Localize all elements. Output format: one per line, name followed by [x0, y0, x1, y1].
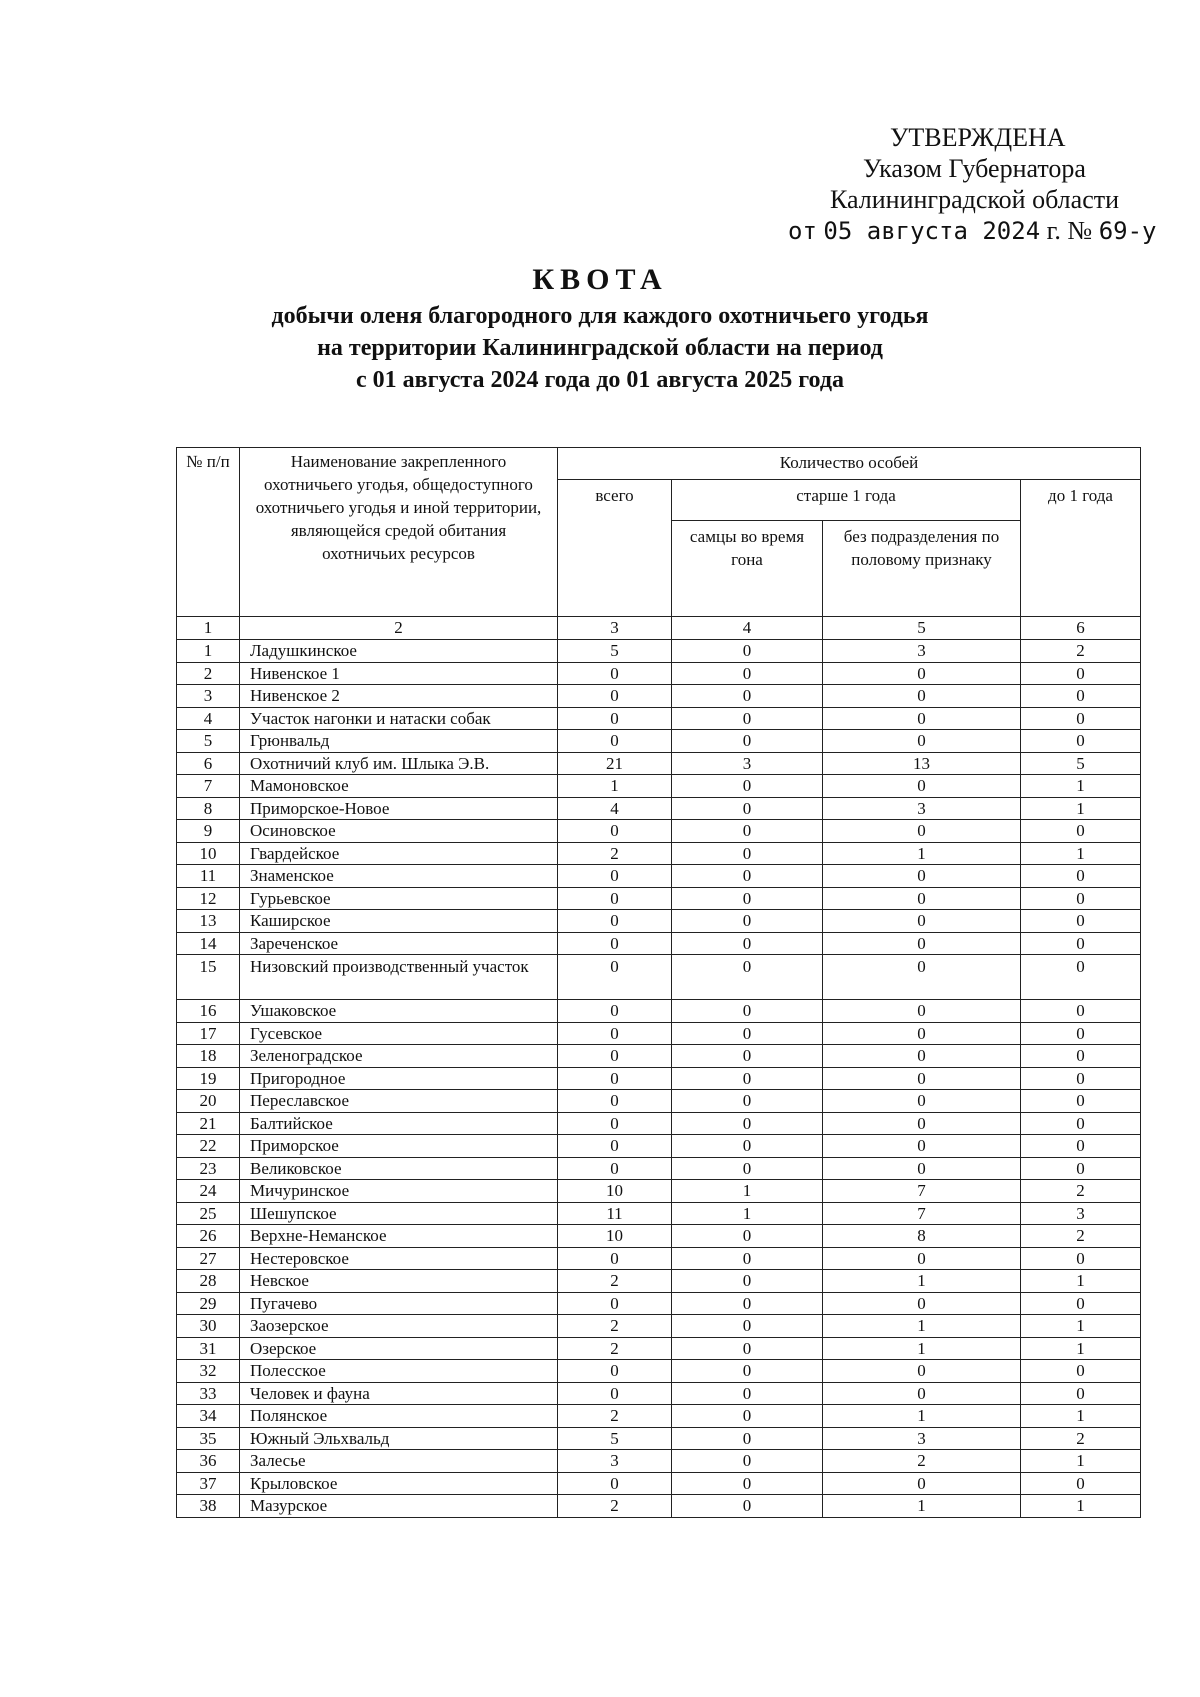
under-1-year-count: 0	[1021, 1067, 1141, 1090]
table-row	[177, 820, 1141, 843]
total-count: 2	[558, 1337, 672, 1360]
under-1-year-count: 0	[1021, 1472, 1141, 1495]
total-count: 2	[558, 842, 672, 865]
hunting-ground-name: Мамоновское	[240, 775, 558, 798]
no-sex-division-count: 0	[823, 707, 1021, 730]
title-line-1: добычи оленя благородного для каждого охотничьего угодья	[271, 303, 929, 329]
total-count: 0	[558, 820, 672, 843]
row-number: 12	[177, 887, 240, 910]
males-rut-count: 0	[672, 1045, 823, 1068]
under-1-year-count: 2	[1021, 1225, 1141, 1248]
row-number: 8	[177, 797, 240, 820]
row-number: 34	[177, 1405, 240, 1428]
under-1-year-count: 2	[1021, 640, 1141, 663]
males-rut-count: 0	[672, 865, 823, 888]
table-row	[177, 662, 1141, 685]
under-1-year-count: 0	[1021, 1022, 1141, 1045]
title-line-3: с 01 августа 2024 года до 01 августа 2025 года	[355, 367, 844, 393]
no-sex-division-count: 0	[823, 932, 1021, 955]
total-count: 10	[558, 1225, 672, 1248]
hunting-ground-name: Низовский производственный участок	[240, 955, 558, 1000]
title-line-2: на территории Калининградской области на период	[317, 335, 883, 361]
hunting-ground-name: Полесское	[240, 1360, 558, 1383]
header-name: Наименование закрепленного охотничьего угодья, общедоступного охотничьего угодья и иной территории, являющейся средой обитания охотничьих ресурсов	[240, 448, 558, 617]
under-1-year-count: 0	[1021, 820, 1141, 843]
table-row	[177, 1495, 1141, 1518]
row-number: 7	[177, 775, 240, 798]
males-rut-count: 0	[672, 707, 823, 730]
no-sex-division-count: 0	[823, 685, 1021, 708]
document-title	[170, 260, 1030, 396]
row-number: 16	[177, 1000, 240, 1023]
no-sex-division-count: 1	[823, 1405, 1021, 1428]
males-rut-count: 0	[672, 955, 823, 1000]
total-count: 0	[558, 1292, 672, 1315]
males-rut-count: 0	[672, 1495, 823, 1518]
row-number: 22	[177, 1135, 240, 1158]
males-rut-count: 0	[672, 1405, 823, 1428]
no-sex-division-count: 3	[823, 797, 1021, 820]
hunting-ground-name: Грюнвальд	[240, 730, 558, 753]
hunting-ground-name: Великовское	[240, 1157, 558, 1180]
no-sex-division-count: 0	[823, 1360, 1021, 1383]
males-rut-count: 0	[672, 1135, 823, 1158]
under-1-year-count: 1	[1021, 1495, 1141, 1518]
row-number: 18	[177, 1045, 240, 1068]
hunting-ground-name: Шешупское	[240, 1202, 558, 1225]
table-row	[177, 1427, 1141, 1450]
total-count: 0	[558, 1382, 672, 1405]
row-number: 14	[177, 932, 240, 955]
approval-decree: Указом Губернатора	[863, 154, 1086, 183]
approval-number: 69-у	[1098, 217, 1157, 245]
males-rut-count: 0	[672, 932, 823, 955]
no-sex-division-count: 0	[823, 730, 1021, 753]
no-sex-division-count: 1	[823, 1337, 1021, 1360]
row-number: 1	[177, 640, 240, 663]
total-count: 0	[558, 910, 672, 933]
table-row	[177, 1405, 1141, 1428]
total-count: 3	[558, 1450, 672, 1473]
header-count: Количество особей	[558, 448, 1141, 480]
males-rut-count: 0	[672, 1157, 823, 1180]
no-sex-division-count: 0	[823, 662, 1021, 685]
table-row	[177, 640, 1141, 663]
total-count: 0	[558, 707, 672, 730]
under-1-year-count: 1	[1021, 842, 1141, 865]
males-rut-count: 0	[672, 1360, 823, 1383]
table-row	[177, 1337, 1141, 1360]
approval-date: 05 августа 2024	[823, 217, 1041, 245]
total-count: 0	[558, 1247, 672, 1270]
column-number: 5	[823, 617, 1021, 640]
header-total: всего	[558, 480, 672, 617]
total-count: 21	[558, 752, 672, 775]
under-1-year-count: 5	[1021, 752, 1141, 775]
row-number: 4	[177, 707, 240, 730]
total-count: 5	[558, 1427, 672, 1450]
column-number: 3	[558, 617, 672, 640]
under-1-year-count: 1	[1021, 1315, 1141, 1338]
under-1-year-count: 0	[1021, 1247, 1141, 1270]
table-row	[177, 910, 1141, 933]
no-sex-division-count: 0	[823, 955, 1021, 1000]
table-row	[177, 1450, 1141, 1473]
table-row	[177, 1000, 1141, 1023]
under-1-year-count: 0	[1021, 1090, 1141, 1113]
no-sex-division-count: 1	[823, 842, 1021, 865]
row-number: 5	[177, 730, 240, 753]
under-1-year-count: 0	[1021, 1382, 1141, 1405]
row-number: 31	[177, 1337, 240, 1360]
column-number: 6	[1021, 617, 1141, 640]
males-rut-count: 0	[672, 685, 823, 708]
hunting-ground-name: Озерское	[240, 1337, 558, 1360]
total-count: 0	[558, 955, 672, 1000]
row-number: 33	[177, 1382, 240, 1405]
row-number: 11	[177, 865, 240, 888]
hunting-ground-name: Зареченское	[240, 932, 558, 955]
hunting-ground-name: Пригородное	[240, 1067, 558, 1090]
quota-table	[176, 447, 1141, 1518]
total-count: 10	[558, 1180, 672, 1203]
total-count: 0	[558, 1067, 672, 1090]
under-1-year-count: 1	[1021, 1337, 1141, 1360]
males-rut-count: 3	[672, 752, 823, 775]
row-number: 30	[177, 1315, 240, 1338]
table-row	[177, 775, 1141, 798]
row-number: 9	[177, 820, 240, 843]
no-sex-division-count: 1	[823, 1495, 1021, 1518]
table-row	[177, 955, 1141, 1000]
hunting-ground-name: Полянское	[240, 1405, 558, 1428]
table-row	[177, 1382, 1141, 1405]
no-sex-division-count: 0	[823, 820, 1021, 843]
under-1-year-count: 0	[1021, 910, 1141, 933]
row-number: 15	[177, 955, 240, 1000]
header-males-rut: самцы во время гона	[672, 521, 823, 617]
hunting-ground-name: Приморское-Новое	[240, 797, 558, 820]
approval-block	[700, 122, 1170, 247]
table-row	[177, 1112, 1141, 1135]
no-sex-division-count: 2	[823, 1450, 1021, 1473]
males-rut-count: 0	[672, 1067, 823, 1090]
hunting-ground-name: Знаменское	[240, 865, 558, 888]
males-rut-count: 0	[672, 662, 823, 685]
under-1-year-count: 3	[1021, 1202, 1141, 1225]
table-row	[177, 730, 1141, 753]
row-number: 23	[177, 1157, 240, 1180]
table-row	[177, 1135, 1141, 1158]
row-number: 36	[177, 1450, 240, 1473]
total-count: 0	[558, 1090, 672, 1113]
total-count: 2	[558, 1270, 672, 1293]
males-rut-count: 0	[672, 887, 823, 910]
total-count: 0	[558, 887, 672, 910]
total-count: 0	[558, 662, 672, 685]
no-sex-division-count: 0	[823, 1112, 1021, 1135]
no-sex-division-count: 7	[823, 1202, 1021, 1225]
under-1-year-count: 0	[1021, 1135, 1141, 1158]
total-count: 0	[558, 1157, 672, 1180]
males-rut-count: 0	[672, 1225, 823, 1248]
table-row	[177, 842, 1141, 865]
total-count: 0	[558, 685, 672, 708]
column-number: 1	[177, 617, 240, 640]
males-rut-count: 0	[672, 1022, 823, 1045]
table-row	[177, 1270, 1141, 1293]
males-rut-count: 0	[672, 842, 823, 865]
under-1-year-count: 1	[1021, 1450, 1141, 1473]
no-sex-division-count: 8	[823, 1225, 1021, 1248]
under-1-year-count: 0	[1021, 1360, 1141, 1383]
row-number: 2	[177, 662, 240, 685]
total-count: 0	[558, 1045, 672, 1068]
row-number: 26	[177, 1225, 240, 1248]
table-row	[177, 932, 1141, 955]
males-rut-count: 1	[672, 1202, 823, 1225]
males-rut-count: 1	[672, 1180, 823, 1203]
row-number: 6	[177, 752, 240, 775]
table-row	[177, 1360, 1141, 1383]
hunting-ground-name: Гурьевское	[240, 887, 558, 910]
total-count: 5	[558, 640, 672, 663]
hunting-ground-name: Охотничий клуб им. Шлыка Э.В.	[240, 752, 558, 775]
header-older-than-1-year: старше 1 года	[672, 480, 1021, 521]
total-count: 0	[558, 1112, 672, 1135]
under-1-year-count: 1	[1021, 1405, 1141, 1428]
table-row	[177, 1157, 1141, 1180]
hunting-ground-name: Невское	[240, 1270, 558, 1293]
table-row	[177, 1022, 1141, 1045]
table-row	[177, 887, 1141, 910]
no-sex-division-count: 3	[823, 640, 1021, 663]
hunting-ground-name: Нивенское 2	[240, 685, 558, 708]
males-rut-count: 0	[672, 1000, 823, 1023]
under-1-year-count: 0	[1021, 1292, 1141, 1315]
no-sex-division-count: 3	[823, 1427, 1021, 1450]
no-sex-division-count: 0	[823, 1157, 1021, 1180]
under-1-year-count: 0	[1021, 887, 1141, 910]
hunting-ground-name: Нивенское 1	[240, 662, 558, 685]
under-1-year-count: 1	[1021, 797, 1141, 820]
table-row	[177, 1045, 1141, 1068]
no-sex-division-count: 1	[823, 1315, 1021, 1338]
under-1-year-count: 0	[1021, 1000, 1141, 1023]
row-number: 25	[177, 1202, 240, 1225]
males-rut-count: 0	[672, 1337, 823, 1360]
males-rut-count: 0	[672, 910, 823, 933]
males-rut-count: 0	[672, 775, 823, 798]
approval-date-line	[700, 215, 1170, 247]
title-main: КВОТА	[532, 263, 668, 296]
row-number: 24	[177, 1180, 240, 1203]
hunting-ground-name: Крыловское	[240, 1472, 558, 1495]
males-rut-count: 0	[672, 640, 823, 663]
males-rut-count: 0	[672, 1427, 823, 1450]
total-count: 0	[558, 1360, 672, 1383]
no-sex-division-count: 0	[823, 1135, 1021, 1158]
under-1-year-count: 1	[1021, 1270, 1141, 1293]
table-row	[177, 1067, 1141, 1090]
males-rut-count: 0	[672, 1247, 823, 1270]
hunting-ground-name: Осиновское	[240, 820, 558, 843]
hunting-ground-name: Ушаковское	[240, 1000, 558, 1023]
hunting-ground-name: Залесье	[240, 1450, 558, 1473]
total-count: 2	[558, 1405, 672, 1428]
row-number: 19	[177, 1067, 240, 1090]
row-number: 10	[177, 842, 240, 865]
approval-region: Калининградской области	[830, 185, 1120, 214]
no-sex-division-count: 0	[823, 910, 1021, 933]
row-number: 27	[177, 1247, 240, 1270]
header-no-sex-division: без подразделения по половому признаку	[823, 521, 1021, 617]
under-1-year-count: 0	[1021, 865, 1141, 888]
table-row	[177, 1180, 1141, 1203]
table-row	[177, 752, 1141, 775]
under-1-year-count: 1	[1021, 775, 1141, 798]
header-number: № п/п	[177, 448, 240, 617]
hunting-ground-name: Мичуринское	[240, 1180, 558, 1203]
row-number: 29	[177, 1292, 240, 1315]
total-count: 2	[558, 1495, 672, 1518]
total-count: 0	[558, 932, 672, 955]
no-sex-division-count: 0	[823, 1022, 1021, 1045]
total-count: 0	[558, 1472, 672, 1495]
table-row	[177, 685, 1141, 708]
table-row	[177, 707, 1141, 730]
row-number: 35	[177, 1427, 240, 1450]
table-row	[177, 1472, 1141, 1495]
males-rut-count: 0	[672, 820, 823, 843]
hunting-ground-name: Участок нагонки и натаски собак	[240, 707, 558, 730]
total-count: 2	[558, 1315, 672, 1338]
table-row	[177, 1090, 1141, 1113]
hunting-ground-name: Балтийское	[240, 1112, 558, 1135]
no-sex-division-count: 0	[823, 887, 1021, 910]
total-count: 0	[558, 730, 672, 753]
hunting-ground-name: Переславское	[240, 1090, 558, 1113]
no-sex-division-count: 0	[823, 1000, 1021, 1023]
approval-from: от	[788, 217, 817, 245]
no-sex-division-count: 13	[823, 752, 1021, 775]
males-rut-count: 0	[672, 1382, 823, 1405]
under-1-year-count: 0	[1021, 662, 1141, 685]
no-sex-division-count: 0	[823, 1382, 1021, 1405]
hunting-ground-name: Южный Эльхвальд	[240, 1427, 558, 1450]
no-sex-division-count: 0	[823, 775, 1021, 798]
under-1-year-count: 0	[1021, 955, 1141, 1000]
under-1-year-count: 2	[1021, 1427, 1141, 1450]
no-sex-division-count: 0	[823, 1472, 1021, 1495]
column-numbers-row	[177, 617, 1141, 640]
males-rut-count: 0	[672, 730, 823, 753]
total-count: 0	[558, 865, 672, 888]
under-1-year-count: 0	[1021, 1157, 1141, 1180]
under-1-year-count: 0	[1021, 1112, 1141, 1135]
hunting-ground-name: Каширское	[240, 910, 558, 933]
hunting-ground-name: Нестеровское	[240, 1247, 558, 1270]
hunting-ground-name: Верхне-Неманское	[240, 1225, 558, 1248]
header-under-1-year: до 1 года	[1021, 480, 1141, 617]
males-rut-count: 0	[672, 1090, 823, 1113]
total-count: 0	[558, 1000, 672, 1023]
under-1-year-count: 0	[1021, 707, 1141, 730]
row-number: 3	[177, 685, 240, 708]
no-sex-division-count: 0	[823, 1090, 1021, 1113]
row-number: 20	[177, 1090, 240, 1113]
hunting-ground-name: Гвардейское	[240, 842, 558, 865]
males-rut-count: 0	[672, 1112, 823, 1135]
table-row	[177, 1315, 1141, 1338]
hunting-ground-name: Зеленоградское	[240, 1045, 558, 1068]
table-row	[177, 865, 1141, 888]
row-number: 32	[177, 1360, 240, 1383]
no-sex-division-count: 0	[823, 1247, 1021, 1270]
total-count: 0	[558, 1135, 672, 1158]
males-rut-count: 0	[672, 1472, 823, 1495]
column-number: 4	[672, 617, 823, 640]
table-row	[177, 1225, 1141, 1248]
no-sex-division-count: 0	[823, 1067, 1021, 1090]
under-1-year-count: 2	[1021, 1180, 1141, 1203]
row-number: 37	[177, 1472, 240, 1495]
row-number: 17	[177, 1022, 240, 1045]
under-1-year-count: 0	[1021, 730, 1141, 753]
row-number: 28	[177, 1270, 240, 1293]
hunting-ground-name: Заозерское	[240, 1315, 558, 1338]
males-rut-count: 0	[672, 1315, 823, 1338]
hunting-ground-name: Человек и фауна	[240, 1382, 558, 1405]
hunting-ground-name: Ладушкинское	[240, 640, 558, 663]
total-count: 0	[558, 1022, 672, 1045]
no-sex-division-count: 0	[823, 865, 1021, 888]
approval-number-label: г. №	[1046, 216, 1093, 245]
total-count: 1	[558, 775, 672, 798]
quota-table-body	[177, 640, 1141, 1518]
table-row	[177, 1202, 1141, 1225]
row-number: 38	[177, 1495, 240, 1518]
hunting-ground-name: Гусевское	[240, 1022, 558, 1045]
males-rut-count: 0	[672, 1270, 823, 1293]
hunting-ground-name: Мазурское	[240, 1495, 558, 1518]
males-rut-count: 0	[672, 1292, 823, 1315]
column-number: 2	[240, 617, 558, 640]
no-sex-division-count: 7	[823, 1180, 1021, 1203]
total-count: 4	[558, 797, 672, 820]
table-row	[177, 797, 1141, 820]
table-row	[177, 1292, 1141, 1315]
table-row	[177, 1247, 1141, 1270]
hunting-ground-name: Пугачево	[240, 1292, 558, 1315]
row-number: 13	[177, 910, 240, 933]
no-sex-division-count: 1	[823, 1270, 1021, 1293]
total-count: 11	[558, 1202, 672, 1225]
under-1-year-count: 0	[1021, 1045, 1141, 1068]
no-sex-division-count: 0	[823, 1292, 1021, 1315]
no-sex-division-count: 0	[823, 1045, 1021, 1068]
under-1-year-count: 0	[1021, 932, 1141, 955]
males-rut-count: 0	[672, 797, 823, 820]
males-rut-count: 0	[672, 1450, 823, 1473]
row-number: 21	[177, 1112, 240, 1135]
approval-status: УТВЕРЖДЕНА	[890, 123, 1066, 152]
under-1-year-count: 0	[1021, 685, 1141, 708]
hunting-ground-name: Приморское	[240, 1135, 558, 1158]
